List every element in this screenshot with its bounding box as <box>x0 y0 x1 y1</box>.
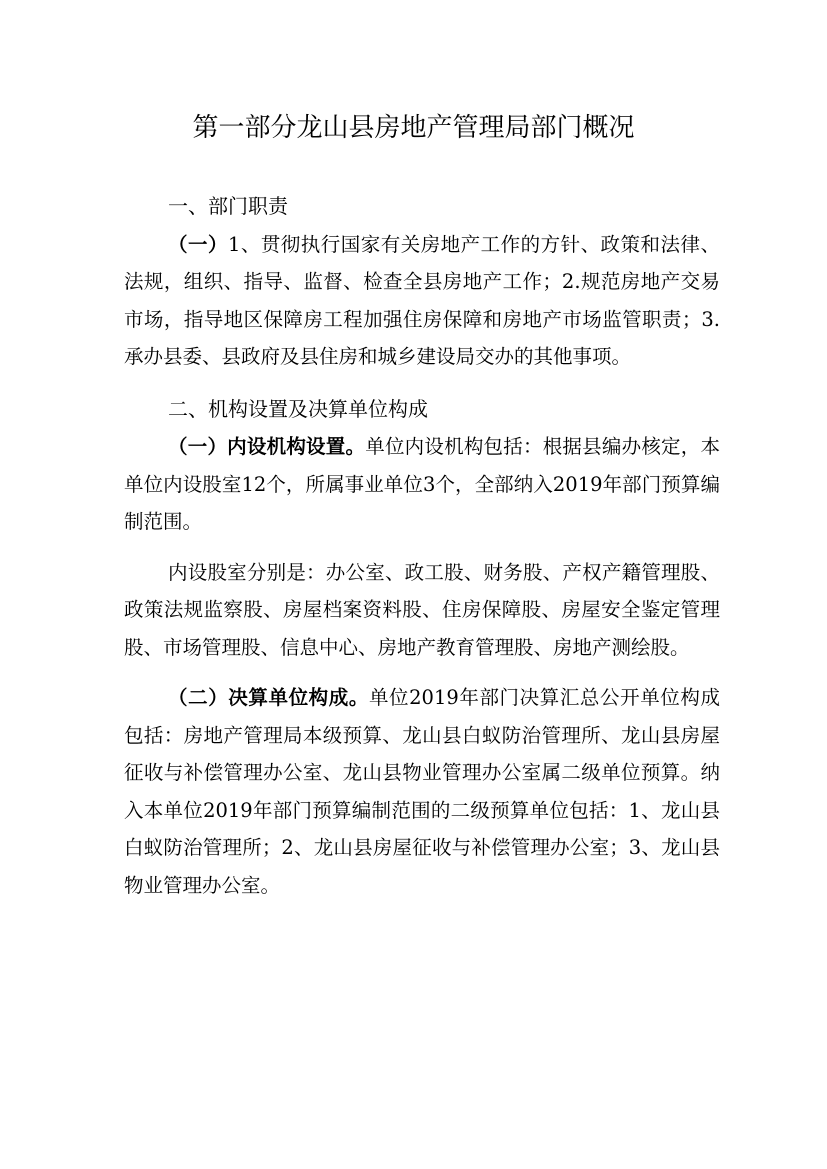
paragraph-text: 单位内设机构包括：根据县编办核定，本单位内设股室12个，所属事业单位3个，全部纳入2019年部门预算编制范围。 <box>124 435 720 533</box>
paragraph-text: 单位2019年部门决算汇总公开单位构成包括：房地产管理局本级预算、龙山县白蚁防治管理所、龙山县房屋征收与补偿管理办公室、龙山县物业管理办公室属二级单位预算。纳入本单位2019年部门预算编制范围的二级预算单位包括：1、龙山县白蚁防治管理所；2、龙山县房屋征收与补偿管理办公室；3、龙山县物业管理办公室。 <box>124 686 720 897</box>
paragraph-duties <box>124 226 720 376</box>
paragraph-budget-units <box>124 679 720 904</box>
paragraph-text: 内设股室分别是：办公室、政工股、财务股、产权产籍管理股、政策法规监察股、房屋档案资料股、住房保障股、房屋安全鉴定管理股、市场管理股、信息中心、房地产教育管理股、房地产测绘股。 <box>124 560 720 659</box>
paragraph-departments-list <box>124 554 720 667</box>
paragraph-internal-structure <box>124 428 720 541</box>
page-title: 第一部分龙山县房地产管理局部门概况 <box>192 113 635 143</box>
paragraph-lead: （一） <box>168 232 228 256</box>
paragraph-lead: （二）决算单位构成。 <box>168 686 369 709</box>
document-body <box>124 188 720 904</box>
paragraph-text: 1、贯彻执行国家有关房地产工作的方针、政策和法律、法规，组织、指导、监督、检查全县房地产工作；2.规范房地产交易市场，指导地区保障房工程加强住房保障和房地产市场监管职责；3.承办县委、县政府及县住房和城乡建设局交办的其他事项。 <box>124 232 720 368</box>
section-heading-organization: 二、机构设置及决算单位构成 <box>168 396 428 421</box>
section-heading-duties: 一、部门职责 <box>168 194 288 218</box>
paragraph-lead: （一）内设机构设置。 <box>168 435 366 458</box>
